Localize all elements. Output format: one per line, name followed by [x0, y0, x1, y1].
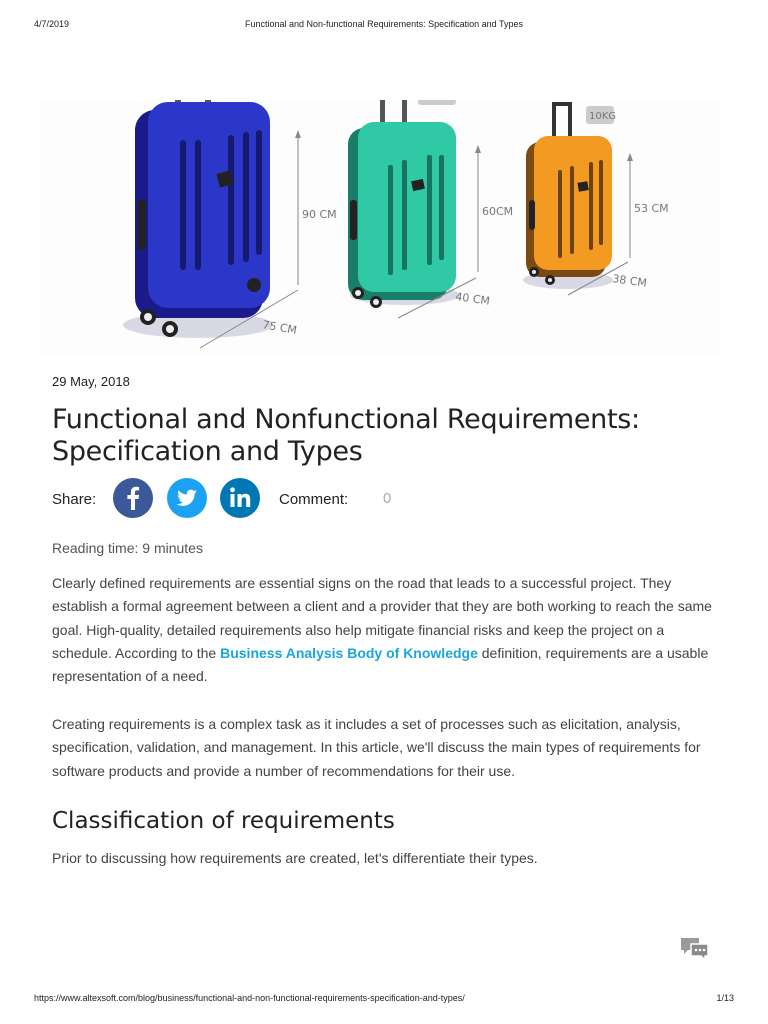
- print-header: [0, 19, 768, 33]
- facebook-icon: [113, 478, 153, 518]
- page-number: 1/13: [716, 993, 734, 1003]
- babok-link[interactable]: Business Analysis Body of Knowledge: [220, 644, 478, 661]
- second-paragraph: Creating requirements is a complex task as it includes a set of processes such as elicitation, analysis, specification, validation, and management. In this article, we'll discuss the main types of requirements for software products and provide a number of recommendations for their use.: [52, 716, 701, 779]
- page-title: Functional and Nonfunctional Requirements: Specification and Types: [52, 404, 640, 467]
- linkedin-icon: [220, 478, 260, 518]
- chat-button[interactable]: [679, 935, 711, 963]
- section-heading: Classification of requirements: [52, 808, 395, 834]
- svg-text:75 CM: 75 CM: [261, 318, 298, 337]
- svg-text:60CM: 60CM: [482, 205, 514, 218]
- share-bar: [52, 478, 452, 520]
- svg-text:53 CM: 53 CM: [634, 202, 669, 215]
- comment-label: Comment:: [279, 491, 349, 508]
- chat-icon: [679, 935, 711, 963]
- svg-text:40 CM: 40 CM: [454, 290, 491, 308]
- page-url: https://www.altexsoft.com/blog/business/functional-and-non-functional-requirements-specification-and-types/: [34, 993, 465, 1003]
- comment-count[interactable]: 0: [383, 490, 392, 507]
- print-date: 4/7/2019: [34, 19, 70, 29]
- share-label: Share:: [52, 491, 97, 508]
- twitter-share-button[interactable]: [167, 478, 207, 518]
- article-date: 29 May, 2018: [52, 374, 130, 389]
- intro-text-after: definition, requirements are a usable representation of a need.: [52, 644, 709, 685]
- section-intro-paragraph: Prior to discussing how requirements are created, let's differentiate their types.: [52, 850, 538, 866]
- print-footer: [34, 993, 734, 1003]
- intro-text-before: Clearly defined requirements are essential signs on the road that leads to a successful project. They establish a formal agreement between a client and a provider that they are both working to reach the same goal. High-quality, detailed requirements also help mitigate financial risks and keep the project on a schedule. According to the: [52, 575, 712, 661]
- small-suitcase-illustration: [523, 102, 669, 295]
- large-suitcase-illustration: [123, 100, 337, 348]
- twitter-icon: [167, 478, 207, 518]
- hero-image-suitcases: [40, 100, 720, 355]
- medium-suitcase-illustration: [348, 100, 513, 318]
- svg-text:10KG: 10KG: [589, 111, 617, 122]
- svg-text:38 CM: 38 CM: [611, 272, 648, 290]
- facebook-share-button[interactable]: [113, 478, 153, 518]
- print-title: Functional and Non-functional Requirements: Specification and Types: [245, 19, 523, 29]
- linkedin-share-button[interactable]: [220, 478, 260, 518]
- svg-text:90 CM: 90 CM: [302, 208, 337, 221]
- intro-paragraph: [52, 572, 722, 688]
- reading-time: Reading time: 9 minutes: [52, 540, 203, 556]
